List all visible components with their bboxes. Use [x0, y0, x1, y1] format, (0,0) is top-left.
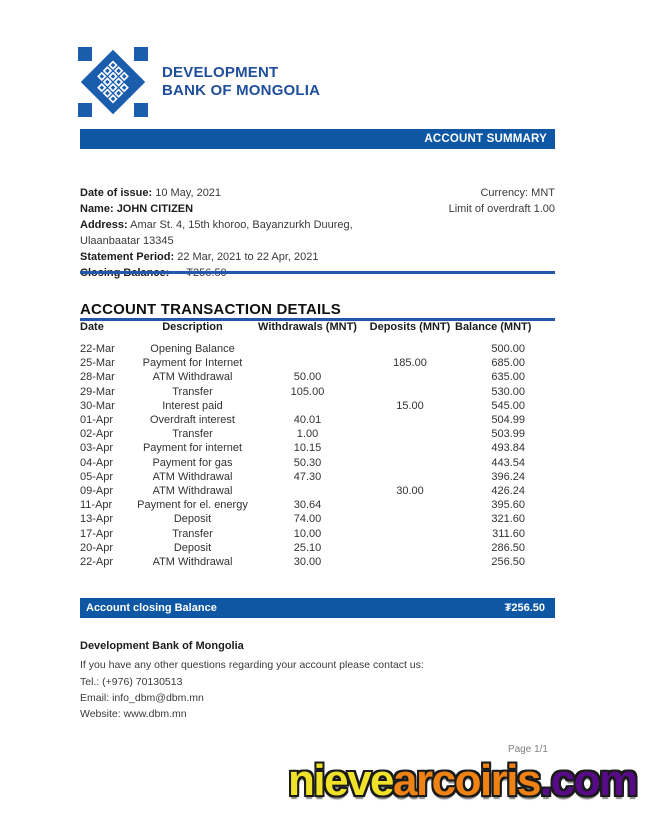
cell-deposit: 15.00 [396, 399, 424, 412]
currency-value: Currency: MNT [480, 187, 555, 199]
cell-withdrawal: 10.00 [293, 527, 322, 540]
cell-date: 17-Apr [80, 527, 114, 540]
cell-deposit [365, 555, 455, 569]
cell-description: Opening Balance [150, 343, 235, 356]
table-row [80, 526, 555, 540]
cell-withdrawal: 74.00 [293, 513, 322, 526]
table-row [80, 356, 555, 370]
cell-deposit [365, 470, 455, 484]
info-row-address2 [80, 233, 555, 249]
cell-withdrawal: 25.10 [293, 541, 322, 554]
cell-balance: 443.54 [491, 456, 525, 469]
bank-name [162, 64, 320, 100]
column-header-withdrawals: Withdrawals (MNT) [258, 321, 357, 333]
table-row [80, 399, 555, 413]
name-value: JOHN CITIZEN [116, 203, 194, 215]
cell-balance: 286.50 [491, 541, 525, 554]
cell-date: 11-Apr [80, 499, 113, 512]
cell-balance: 426.24 [491, 484, 525, 497]
column-header-description: Description [162, 321, 223, 333]
cell-deposit [365, 427, 455, 441]
table-row [80, 470, 555, 484]
table-row [80, 498, 555, 512]
cell-description: Deposit [173, 541, 212, 554]
cell-balance: 493.84 [491, 442, 525, 455]
cell-date: 02-Apr [80, 428, 114, 441]
cell-deposit [365, 342, 455, 356]
cell-description: Payment for internet [142, 442, 243, 455]
address-line2: Ulaanbaatar 13345 [80, 235, 174, 247]
cell-date: 03-Apr [80, 442, 114, 455]
cell-balance: 396.24 [491, 470, 525, 483]
closing-bar-label: Account closing Balance [86, 602, 217, 614]
name-label: Name: [80, 203, 114, 215]
info-row-name [80, 201, 555, 217]
table-row [80, 370, 555, 384]
watermark-part1: nieve [288, 756, 394, 805]
footer-website: Website: www.dbm.mn [80, 708, 187, 721]
info-row-statement-period [80, 249, 555, 265]
cell-date: 04-Apr [80, 456, 114, 469]
cell-description: Payment for el. energy [137, 499, 248, 512]
table-row [80, 541, 555, 555]
cell-withdrawal: 50.30 [293, 456, 322, 469]
date-of-issue-value: 10 May, 2021 [155, 187, 222, 199]
cell-withdrawal [250, 342, 365, 356]
bank-name-line2: BANK OF MONGOLIA [162, 82, 321, 99]
cell-balance: 500.00 [491, 343, 525, 356]
column-header-balance: Balance (MNT) [455, 321, 532, 333]
statement-info [80, 185, 555, 281]
cell-balance: 635.00 [491, 371, 525, 384]
cell-description: Interest paid [162, 399, 223, 412]
info-row-date-of-issue [80, 185, 555, 201]
cell-balance: 321.60 [491, 513, 525, 526]
table-row [80, 512, 555, 526]
cell-date: 22-Mar [80, 343, 115, 356]
cell-deposit [365, 526, 455, 540]
cell-date: 29-Mar [80, 385, 115, 398]
transactions-title: ACCOUNT TRANSACTION DETAILS [80, 301, 341, 318]
cell-balance: 685.00 [491, 357, 525, 370]
info-row-address [80, 217, 555, 233]
statement-period-label: Statement Period: [80, 251, 175, 263]
cell-deposit: 30.00 [396, 484, 424, 497]
date-of-issue-label: Date of issue: [80, 187, 153, 199]
transactions-body [80, 342, 555, 569]
table-header-row [80, 321, 555, 342]
cell-date: 01-Apr [80, 414, 114, 427]
cell-description: Transfer [172, 527, 213, 540]
table-row [80, 413, 555, 427]
cell-deposit [365, 498, 455, 512]
bank-logo [78, 47, 320, 117]
watermark [288, 756, 637, 806]
cell-balance: 504.99 [491, 414, 525, 427]
cell-description: Overdraft interest [150, 414, 235, 427]
page-number: Page 1/1 [507, 744, 548, 755]
column-header-date: Date [80, 321, 104, 333]
account-closing-balance-bar [80, 598, 555, 618]
cell-deposit [365, 541, 455, 555]
cell-withdrawal: 1.00 [296, 428, 319, 441]
closing-bar-value: ₮256.50 [504, 602, 545, 614]
cell-deposit [365, 385, 455, 399]
cell-withdrawal [250, 484, 365, 498]
cell-date: 28-Mar [80, 371, 115, 384]
table-row [80, 427, 555, 441]
cell-withdrawal: 47.30 [293, 470, 322, 483]
cell-date: 13-Apr [80, 513, 114, 526]
cell-deposit [365, 370, 455, 384]
address-line1: Amar St. 4, 15th khoroo, Bayanzurkh Duureg, [130, 219, 353, 231]
overdraft-limit-value: Limit of overdraft 1.00 [448, 203, 555, 215]
cell-date: 22-Apr [80, 555, 114, 568]
table-row [80, 441, 555, 455]
cell-balance: 311.60 [492, 527, 525, 540]
cell-deposit [365, 456, 455, 470]
watermark-part2: arcoiris [393, 756, 540, 805]
table-row [80, 484, 555, 498]
cell-balance: 545.00 [491, 399, 525, 412]
cell-withdrawal: 50.00 [293, 371, 322, 384]
cell-deposit [365, 512, 455, 526]
address-label: Address: [80, 219, 128, 231]
cell-deposit [365, 441, 455, 455]
table-row [80, 456, 555, 470]
table-row [80, 385, 555, 399]
cell-date: 30-Mar [80, 399, 115, 412]
cell-date: 05-Apr [80, 470, 114, 483]
cell-date: 20-Apr [80, 541, 114, 554]
cell-withdrawal: 10.15 [293, 442, 322, 455]
cell-description: Payment for gas [152, 456, 233, 469]
footer-contact-line: If you have any other questions regarding your account please contact us: [80, 659, 424, 672]
info-divider [80, 271, 555, 274]
cell-withdrawal: 105.00 [290, 385, 325, 398]
cell-withdrawal: 40.01 [293, 414, 322, 427]
table-row [80, 342, 555, 356]
cell-description: Transfer [172, 385, 213, 398]
cell-withdrawal: 30.00 [293, 555, 322, 568]
cell-description: ATM Withdrawal [152, 470, 233, 483]
cell-description: Transfer [172, 428, 213, 441]
cell-deposit [365, 413, 455, 427]
cell-withdrawal [250, 399, 365, 413]
footer [80, 638, 555, 722]
transactions-table [80, 321, 555, 569]
cell-balance: 395.60 [491, 499, 525, 512]
cell-description: Payment for Internet [142, 357, 243, 370]
bank-name-line1: DEVELOPMENT [162, 64, 279, 81]
cell-balance: 256.50 [491, 555, 525, 568]
account-summary-label: ACCOUNT SUMMARY [424, 133, 547, 145]
cell-balance: 503.99 [491, 428, 525, 441]
watermark-part3: .com [540, 756, 637, 805]
account-summary-bar [80, 129, 555, 149]
footer-tel: Tel.: (+976) 70130513 [80, 675, 183, 688]
cell-description: ATM Withdrawal [152, 484, 233, 497]
bank-logo-icon [78, 47, 148, 117]
column-header-deposits: Deposits (MNT) [369, 321, 451, 333]
cell-date: 09-Apr [80, 484, 114, 497]
cell-description: Deposit [173, 513, 212, 526]
table-row [80, 555, 555, 569]
statement-period-value: 22 Mar, 2021 to 22 Apr, 2021 [177, 251, 319, 263]
cell-withdrawal: 30.64 [293, 499, 322, 512]
cell-balance: 530.00 [491, 385, 525, 398]
footer-email: Email: info_dbm@dbm.mn [80, 691, 204, 704]
cell-description: ATM Withdrawal [152, 555, 233, 568]
cell-deposit: 185.00 [393, 357, 427, 370]
footer-bank-name: Development Bank of Mongolia [80, 640, 244, 652]
cell-withdrawal [250, 356, 365, 370]
cell-date: 25-Mar [80, 357, 115, 370]
cell-description: ATM Withdrawal [152, 371, 233, 384]
